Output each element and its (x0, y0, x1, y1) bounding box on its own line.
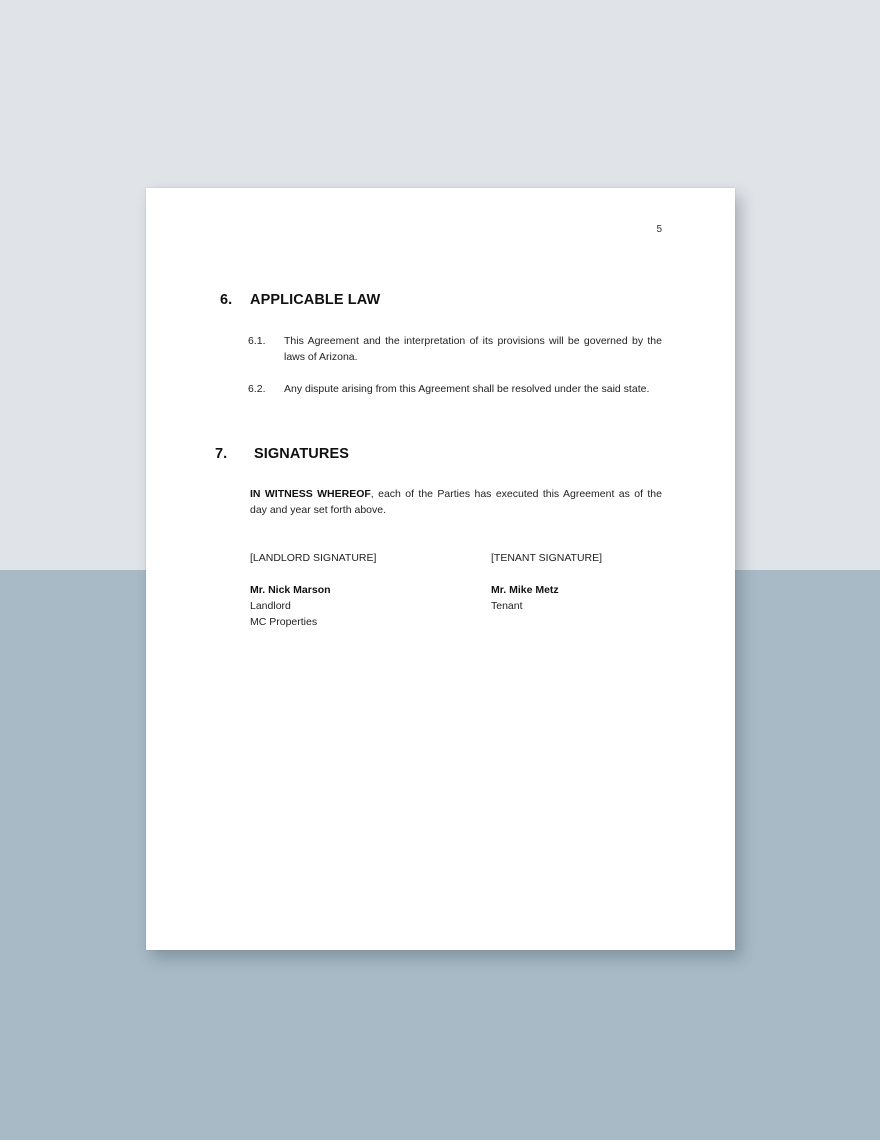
witness-text: , each of the Parties has executed this Agreement as of the day and year set forth above. (250, 488, 662, 516)
section-heading-signatures (215, 446, 515, 466)
page-number: 5 (656, 224, 662, 235)
landlord-signature-placeholder: [LANDLORD SIGNATURE] (250, 552, 377, 564)
section-title: SIGNATURES (254, 446, 349, 462)
clause-text: This Agreement and the interpretation of its provisions will be governed by the laws of Arizona. (284, 335, 662, 363)
tenant-signature-block (491, 550, 671, 614)
clause-number: 6.1. (248, 335, 266, 347)
tenant-role: Tenant (491, 600, 523, 612)
document-page (146, 188, 735, 950)
clause-6-1 (248, 333, 662, 367)
section-title: APPLICABLE LAW (250, 292, 381, 308)
section-heading-applicable-law (220, 292, 520, 312)
landlord-role: Landlord (250, 600, 291, 612)
clause-6-2 (248, 381, 662, 415)
landlord-signature-block (250, 550, 470, 630)
landlord-name: Mr. Nick Marson (250, 584, 331, 596)
clause-text: Any dispute arising from this Agreement shall be resolved under the said state. (284, 383, 650, 395)
landlord-company: MC Properties (250, 616, 318, 628)
section-number: 7. (215, 446, 228, 462)
witness-paragraph (250, 486, 662, 518)
tenant-signature-placeholder: [TENANT SIGNATURE] (491, 552, 603, 564)
section-number: 6. (220, 292, 233, 308)
clause-number: 6.2. (248, 383, 266, 395)
tenant-name: Mr. Mike Metz (491, 584, 559, 596)
witness-bold-text: IN WITNESS WHEREOF (250, 488, 371, 500)
